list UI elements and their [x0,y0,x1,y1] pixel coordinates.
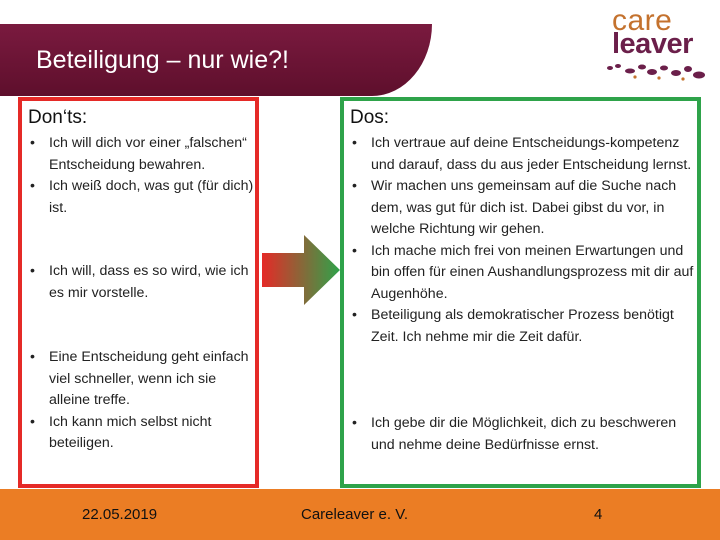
list-item-text: Ich vertraue auf deine Entscheidungs-kompetenz und darauf, dass du aus jeder Entscheidung lernst. [371,135,692,173]
list-item-text: Ich will dich vor einer „falschen“ Entscheidung bewahren. [49,135,247,173]
list-item-text: Eine Entscheidung geht einfach viel schneller, wenn ich sie alleine treffe. [49,349,249,408]
list-item [26,412,254,455]
logo-text-care: care [612,4,673,37]
dos-heading: Dos: [350,107,390,128]
donts-list-group-1 [26,133,254,219]
bullet-icon: • [352,135,357,151]
logo-text-leaver: leaver [612,28,693,60]
list-item-text: Ich mache mich frei von meinen Erwartungen und bin offen für einen Aushandlungsprozess mit dir auf Augenhöhe. [371,242,694,302]
list-item-text: Beteiligung als demokratischer Prozess benötigt Zeit. Ich nehme mir die Zeit dafür. [371,307,674,345]
footer-date: 22.05.2019 [82,506,158,523]
slide-title: Beteiligung – nur wie?! [36,46,289,74]
list-item-text: Ich weiß doch, was gut (für dich) ist. [49,178,254,216]
list-item [348,241,698,306]
bullet-icon: • [30,263,35,279]
list-item [348,176,698,241]
bullet-icon: • [352,307,357,323]
footer-bar [0,489,720,540]
dos-list-group-1 [348,133,698,348]
donts-heading: Don‘ts: [28,107,88,128]
list-item [348,305,698,348]
list-item-text: Ich gebe dir die Möglichkeit, dich zu beschweren und nehme deine Bedürfnisse ernst. [371,415,677,453]
donts-list-group-2 [26,261,254,304]
arrow-right-icon [262,235,340,305]
list-item-text: Wir machen uns gemeinsam auf die Suche nach dem, was gut für dich ist. Dabei gibst du vor, in welche Richtung wir gehen. [371,178,677,237]
list-item [348,133,698,176]
list-item [26,176,254,219]
footer-organization: Careleaver e. V. [301,506,409,523]
bullet-icon: • [352,178,357,194]
list-item [348,413,698,456]
list-item-text: Ich will, dass es so wird, wie ich es mir vorstelle. [49,263,249,301]
bullet-icon: • [352,242,357,259]
list-item [26,133,254,176]
dos-list-group-2 [348,413,698,456]
bullet-icon: • [30,135,35,151]
list-item [26,347,254,412]
bullet-icon: • [30,413,35,430]
bullet-icon: • [30,178,35,194]
donts-list-group-3 [26,347,254,455]
footprints-icon [602,62,710,82]
careleaver-logo [602,4,712,84]
list-item [26,261,254,304]
bullet-icon: • [30,349,35,365]
list-item-text: Ich kann mich selbst nicht beteiligen. [49,413,212,451]
bullet-icon: • [352,415,357,431]
page-number: 4 [594,506,603,523]
